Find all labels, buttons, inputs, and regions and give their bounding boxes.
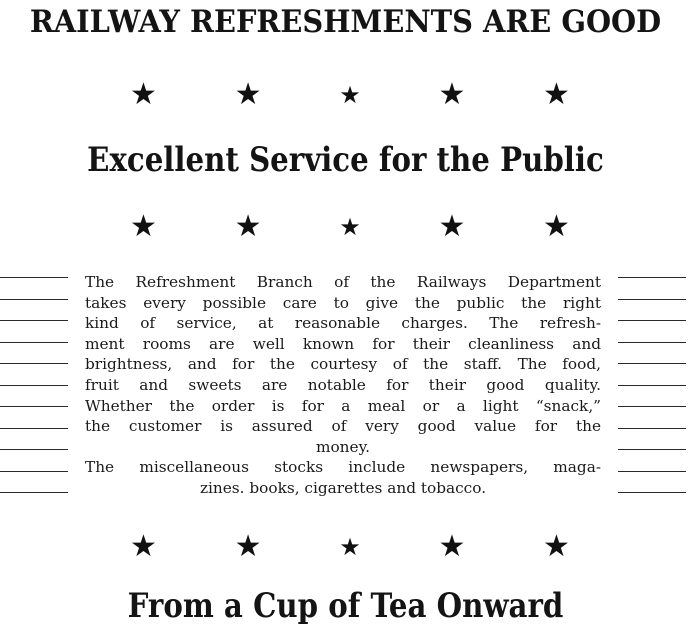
body-line: kind of service, at reasonable charges. The refresh- xyxy=(85,314,601,333)
left-rule-lines xyxy=(0,277,68,514)
body-line: takes every possible care to give the public the right xyxy=(85,293,601,312)
body-line: zines. books, cigarettes and tobacco. xyxy=(199,478,487,497)
body-line: fruit and sweets are notable for their good quality. xyxy=(85,375,601,394)
star-icon: ★ xyxy=(438,77,466,112)
subheading-excellent-service: Excellent Service for the Public xyxy=(87,140,604,180)
star-divider-middle xyxy=(130,209,570,244)
star-icon: ★ xyxy=(543,77,570,112)
star-icon: ★ xyxy=(234,529,262,564)
body-line: ment rooms are well known for their cleanliness and xyxy=(85,334,601,353)
body-line: brightness, and for the courtesy of the staff. The food, xyxy=(85,355,601,374)
star-icon: ★ xyxy=(438,529,466,564)
star-icon: ★ xyxy=(130,77,157,112)
star-divider-top xyxy=(130,77,570,112)
subheading-cup-of-tea: From a Cup of Tea Onward xyxy=(127,586,564,626)
star-icon: ★ xyxy=(339,81,361,109)
star-icon: ★ xyxy=(234,77,262,112)
star-icon: ★ xyxy=(130,209,157,244)
body-line: money. xyxy=(315,437,371,456)
star-icon: ★ xyxy=(339,213,361,241)
star-icon: ★ xyxy=(543,529,570,564)
star-icon: ★ xyxy=(130,529,157,564)
body-line: the customer is assured of very good value for the xyxy=(85,417,601,436)
star-divider-bottom xyxy=(130,529,570,564)
star-icon: ★ xyxy=(543,209,570,244)
body-line: Whether the order is for a meal or a light “snack,” xyxy=(85,396,601,415)
body-paragraph xyxy=(85,272,601,499)
star-icon: ★ xyxy=(438,209,466,244)
right-rule-lines xyxy=(618,277,686,514)
body-line: The miscellaneous stocks include newspapers, maga- xyxy=(85,458,601,477)
headline: RAILWAY REFRESHMENTS ARE GOOD xyxy=(29,4,662,40)
star-icon: ★ xyxy=(339,533,361,561)
star-icon: ★ xyxy=(234,209,262,244)
body-line: The Refreshment Branch of the Railways Department xyxy=(85,273,601,291)
